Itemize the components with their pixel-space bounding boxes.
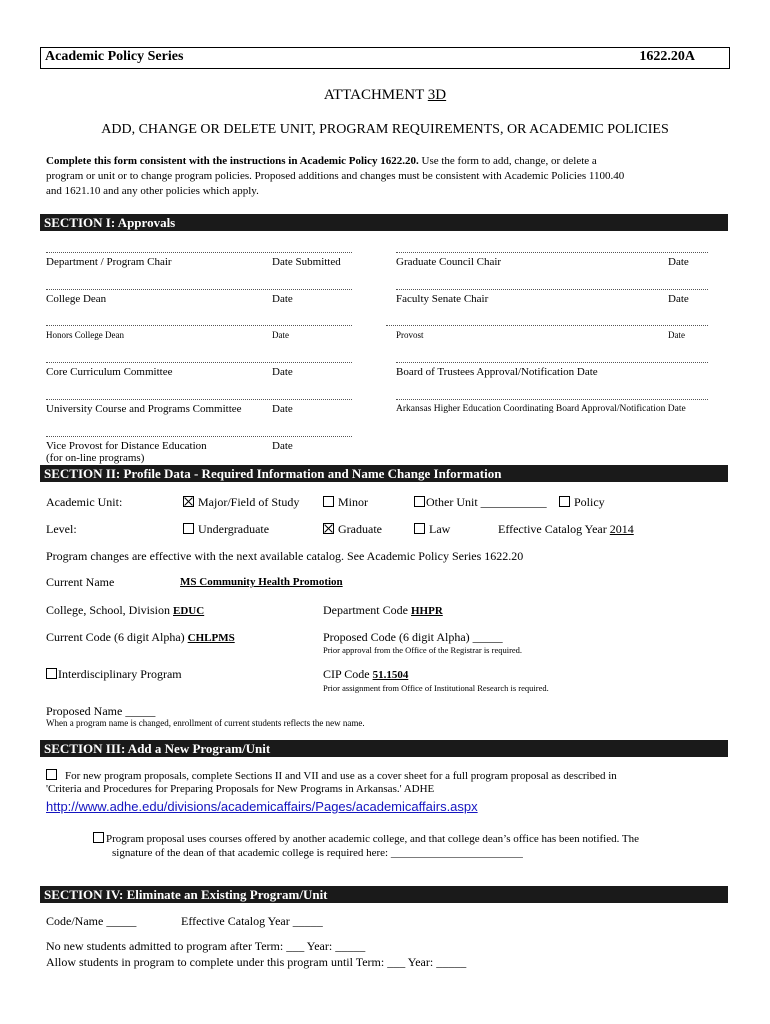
checked-checkbox-icon[interactable] bbox=[323, 523, 334, 534]
allow-students[interactable]: Allow students in program to complete under this program until Term: ___ Year: _____ bbox=[46, 955, 467, 969]
approval-label: Arkansas Higher Education Coordinating Board Approval/Notification Date bbox=[396, 404, 686, 414]
college-value[interactable]: EDUC bbox=[173, 605, 205, 617]
signature-line[interactable] bbox=[386, 325, 708, 326]
current-code-value[interactable]: CHLPMS bbox=[187, 632, 235, 644]
header-box bbox=[40, 47, 730, 69]
intro-line-1: Complete this form consistent with the instructions in Academic Policy 1622.20. Use the form to add, change, or delete a bbox=[46, 155, 597, 167]
checkbox-icon[interactable] bbox=[323, 496, 334, 507]
attachment-heading: ATTACHMENT 3D bbox=[323, 87, 447, 103]
checkbox-icon[interactable] bbox=[46, 668, 57, 679]
unit-minor-checkbox[interactable]: Minor bbox=[323, 495, 368, 510]
approval-label: Vice Provost for Distance Education bbox=[46, 440, 207, 452]
section-2-header: SECTION II: Profile Data - Required Information and Name Change Information bbox=[40, 465, 728, 482]
current-name-label: Current Name bbox=[46, 575, 115, 589]
date-label: Date Submitted bbox=[272, 256, 341, 268]
proposed-code-note: Prior approval from the Office of the Registrar is required. bbox=[323, 645, 523, 655]
approval-label: Board of Trustees Approval/Notification Date bbox=[396, 366, 598, 378]
department-value[interactable]: HHPR bbox=[410, 605, 443, 617]
signature-line[interactable] bbox=[46, 325, 352, 326]
section-4-header: SECTION IV: Eliminate an Existing Program/Unit bbox=[40, 886, 728, 903]
section-3-header: SECTION III: Add a New Program/Unit bbox=[40, 740, 728, 757]
eliminate-catalog-year[interactable]: Effective Catalog Year _____ bbox=[181, 914, 323, 928]
cip-value[interactable]: 51.1504 bbox=[372, 669, 409, 681]
date-label: Date bbox=[272, 330, 289, 340]
level-label: Level: bbox=[46, 522, 77, 536]
checked-checkbox-icon[interactable] bbox=[183, 496, 194, 507]
department-field: Department Code HHPR bbox=[323, 603, 443, 617]
intro-line-2: program or unit or to change program policies. Proposed additions and changes must be consistent with Academic Policies 1100.40 bbox=[46, 170, 625, 182]
catalog-year-value[interactable]: 2014 bbox=[609, 522, 634, 536]
policy-number: 1622.20A bbox=[639, 49, 695, 64]
date-label: Date bbox=[272, 403, 293, 415]
level-law-checkbox[interactable]: Law bbox=[414, 522, 450, 537]
intro-line-3: and 1621.10 and any other policies which apply. bbox=[46, 185, 259, 197]
date-label: Date bbox=[668, 293, 689, 305]
current-name-value[interactable]: MS Community Health Promotion bbox=[180, 576, 343, 588]
new-program-text: 'Criteria and Procedures for Preparing Proposals for New Programs in Arkansas.' ADHE bbox=[46, 783, 435, 795]
form-title: ADD, CHANGE OR DELETE UNIT, PROGRAM REQUIREMENTS, OR ACADEMIC POLICIES bbox=[101, 122, 669, 137]
checkbox-icon[interactable] bbox=[93, 832, 104, 843]
current-code-field: Current Code (6 digit Alpha) CHLPMS bbox=[46, 630, 235, 644]
date-label: Date bbox=[272, 293, 293, 305]
interdisciplinary-checkbox[interactable]: Interdisciplinary Program bbox=[46, 667, 182, 682]
approval-label: Department / Program Chair bbox=[46, 256, 172, 268]
signature-line[interactable] bbox=[46, 399, 352, 400]
approval-label: University Course and Programs Committee bbox=[46, 403, 242, 415]
approval-label: Provost bbox=[396, 330, 424, 340]
policy-series-title: Academic Policy Series bbox=[45, 49, 184, 64]
signature-line[interactable] bbox=[46, 289, 352, 290]
signature-line[interactable] bbox=[46, 362, 352, 363]
effective-catalog-year: Effective Catalog Year 2014 bbox=[498, 522, 634, 536]
approval-label: Core Curriculum Committee bbox=[46, 366, 173, 378]
academic-unit-label: Academic Unit: bbox=[46, 495, 123, 509]
date-label: Date bbox=[668, 330, 685, 340]
new-program-checkbox[interactable]: For new program proposals, complete Sections II and VII and use as a cover sheet for a full program proposal as described in bbox=[46, 769, 617, 782]
checkbox-icon[interactable] bbox=[559, 496, 570, 507]
dean-signature-line[interactable]: signature of the dean of that academic college is required here: ________________________ bbox=[112, 847, 523, 859]
proposed-name-field[interactable]: Proposed Name _____ bbox=[46, 704, 156, 718]
eliminate-code-name[interactable]: Code/Name _____ bbox=[46, 914, 137, 928]
section-1-header: SECTION I: Approvals bbox=[40, 214, 728, 231]
checkbox-icon[interactable] bbox=[414, 523, 425, 534]
proposed-name-note: When a program name is changed, enrollment of current students reflects the new name. bbox=[46, 718, 365, 728]
signature-line[interactable] bbox=[46, 252, 352, 253]
level-graduate-checkbox[interactable]: Graduate bbox=[323, 522, 382, 537]
unit-major-checkbox[interactable]: Major/Field of Study bbox=[183, 495, 299, 510]
adhe-link[interactable]: http://www.adhe.edu/divisions/academicaffairs/Pages/academicaffairs.aspx bbox=[46, 799, 478, 814]
college-field: College, School, Division EDUC bbox=[46, 603, 205, 617]
cip-note: Prior assignment from Office of Institutional Research is required. bbox=[323, 683, 549, 693]
no-new-students[interactable]: No new students admitted to program after Term: ___ Year: _____ bbox=[46, 939, 366, 953]
checkbox-icon[interactable] bbox=[414, 496, 425, 507]
checkbox-icon[interactable] bbox=[46, 769, 57, 780]
date-label: Date bbox=[272, 366, 293, 378]
signature-line[interactable] bbox=[396, 362, 708, 363]
approval-label: Graduate Council Chair bbox=[396, 256, 502, 268]
unit-policy-checkbox[interactable]: Policy bbox=[559, 495, 605, 510]
checkbox-icon[interactable] bbox=[183, 523, 194, 534]
approval-label: College Dean bbox=[46, 293, 107, 305]
approval-label: Faculty Senate Chair bbox=[396, 293, 489, 305]
signature-line[interactable] bbox=[46, 436, 352, 437]
proposed-code-field[interactable]: Proposed Code (6 digit Alpha) _____ bbox=[323, 630, 503, 644]
cip-field: CIP Code 51.1504 bbox=[323, 667, 409, 681]
date-label: Date bbox=[272, 440, 293, 452]
level-undergraduate-checkbox[interactable]: Undergraduate bbox=[183, 522, 269, 537]
approval-note: (for on-line programs) bbox=[46, 452, 145, 464]
unit-other-checkbox[interactable]: Other Unit ___________ bbox=[414, 495, 547, 510]
effective-note: Program changes are effective with the next available catalog. See Academic Policy Series 1622.20 bbox=[46, 549, 524, 563]
signature-line[interactable] bbox=[396, 289, 708, 290]
other-college-checkbox[interactable]: Program proposal uses courses offered by another academic college, and that college dean’s office has been notified. The bbox=[93, 832, 639, 845]
date-label: Date bbox=[668, 256, 689, 268]
signature-line[interactable] bbox=[396, 399, 708, 400]
signature-line[interactable] bbox=[396, 252, 708, 253]
approval-label: Honors College Dean bbox=[46, 330, 124, 340]
